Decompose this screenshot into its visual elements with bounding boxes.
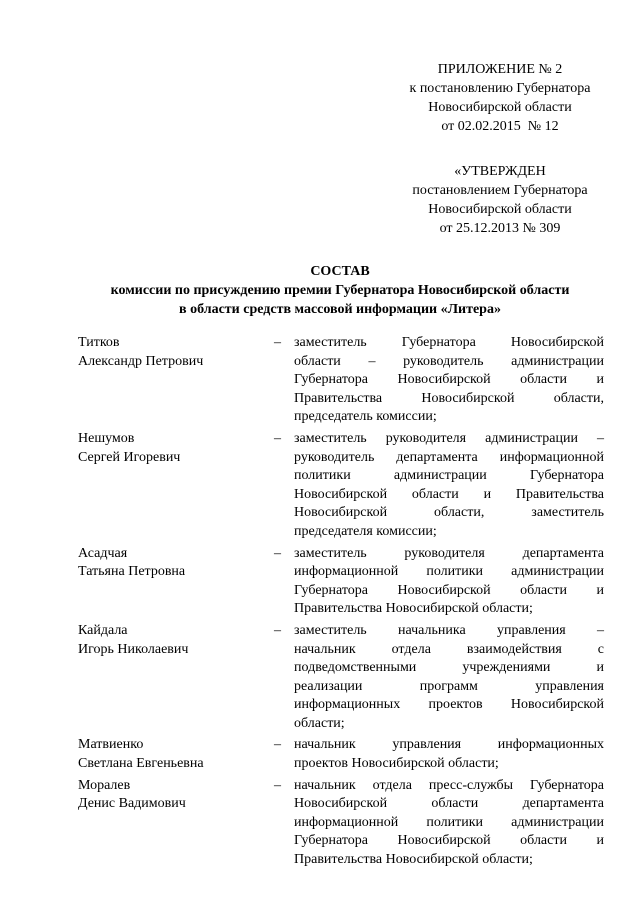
member-role-line: председателя комиссии; — [294, 523, 437, 539]
annex-title: ПРИЛОЖЕНИЕ № 2 — [437, 62, 563, 77]
member-role-line: Губернатора Новосибирской области и — [294, 372, 604, 388]
member-dash: – — [274, 430, 281, 446]
title-line: комиссии по присуждению премии Губернатора Новосибирской области — [110, 283, 570, 298]
member-name — [78, 736, 268, 773]
title-heading: СОСТАВ — [310, 264, 370, 279]
member-row — [78, 545, 604, 619]
member-dash: – — [274, 335, 281, 350]
member-role-line: начальник отдела взаимодействия с — [294, 641, 604, 657]
member-role — [294, 622, 604, 734]
member-role-line: Губернатора Новосибирской области и — [294, 582, 604, 598]
document-title — [40, 262, 640, 319]
member-surname: Нешумов — [78, 430, 135, 446]
member-name — [78, 777, 268, 870]
approved-title: «УТВЕРЖДЕН — [454, 164, 546, 179]
member-role — [294, 430, 604, 542]
member-role-line: начальник управления информационных — [294, 737, 604, 753]
member-given-name: Светлана Евгеньевна — [78, 756, 204, 772]
member-surname: Кайдала — [78, 622, 128, 638]
member-given-name: Татьяна Петровна — [78, 564, 186, 580]
approved-line: Новосибирской области — [428, 202, 572, 217]
approved-line: постановлением Губернатора — [412, 183, 588, 198]
member-role-line: заместитель руководителя администрации – — [294, 430, 604, 446]
member-dash: – — [274, 777, 281, 793]
member-role — [294, 736, 604, 773]
member-role-line: Новосибирской области, заместитель — [294, 505, 604, 521]
member-role-line: информационной политики администрации — [294, 814, 604, 830]
member-role-line: проектов Новосибирской области; — [294, 756, 499, 772]
member-role-line: Правительства Новосибирской области, — [294, 390, 604, 406]
member-role-line: области; — [294, 715, 345, 731]
member-role-line: Новосибирской области департамента — [294, 796, 604, 812]
member-role-line: реализации программ управления — [294, 678, 604, 694]
member-given-name: Денис Вадимович — [78, 796, 186, 812]
member-given-name: Игорь Николаевич — [78, 641, 189, 657]
member-role-line: подведомственными учреждениями и — [294, 660, 604, 676]
member-dash: – — [274, 737, 281, 753]
member-role-line: информационной политики администрации — [294, 564, 604, 580]
approved-block — [380, 162, 620, 238]
member-role-line: руководитель департамента информационной — [294, 449, 604, 465]
member-role-line: Правительства Новосибирской области; — [294, 601, 533, 617]
annex-date: от 02.02.2015 № 12 — [441, 119, 559, 134]
member-role-line: области – руководитель администрации — [294, 353, 604, 369]
member-name — [78, 334, 268, 427]
member-row — [78, 777, 604, 870]
member-dash: – — [274, 545, 281, 561]
member-dash: – — [274, 622, 281, 638]
member-name — [78, 622, 268, 734]
member-surname: Асадчая — [78, 545, 128, 561]
member-role — [294, 334, 604, 427]
member-row — [78, 430, 604, 542]
annex-line: Новосибирской области — [428, 100, 572, 115]
member-name — [78, 430, 268, 542]
members-list — [78, 334, 604, 873]
member-role-line: заместитель Губернатора Новосибирской — [294, 335, 604, 350]
member-name — [78, 545, 268, 619]
member-row — [78, 334, 604, 427]
annex-line: к постановлению Губернатора — [409, 81, 591, 96]
member-surname: Титков — [78, 335, 120, 350]
member-role-line: заместитель руководителя департамента — [294, 545, 604, 561]
member-row — [78, 622, 604, 734]
member-role — [294, 545, 604, 619]
annex-block — [380, 60, 620, 136]
member-surname: Моралев — [78, 777, 131, 793]
member-given-name: Александр Петрович — [78, 353, 204, 369]
member-role-line: информационных проектов Новосибирской — [294, 697, 604, 713]
member-role-line: начальник отдела пресс-службы Губернатора — [294, 777, 604, 793]
member-role-line: заместитель начальника управления – — [294, 622, 604, 638]
member-surname: Матвиенко — [78, 737, 144, 753]
member-role — [294, 777, 604, 870]
member-role-line: Губернатора Новосибирской области и — [294, 833, 604, 849]
approved-date: от 25.12.2013 № 309 — [439, 221, 561, 236]
member-role-line: председатель комиссии; — [294, 409, 437, 425]
member-role-line: Новосибирской области и Правительства — [294, 486, 604, 502]
title-line: в области средств массовой информации «Литера» — [179, 302, 501, 317]
member-given-name: Сергей Игоревич — [78, 449, 181, 465]
member-role-line: политики администрации Губернатора — [294, 468, 604, 484]
member-row — [78, 736, 604, 773]
member-role-line: Правительства Новосибирской области; — [294, 852, 533, 868]
